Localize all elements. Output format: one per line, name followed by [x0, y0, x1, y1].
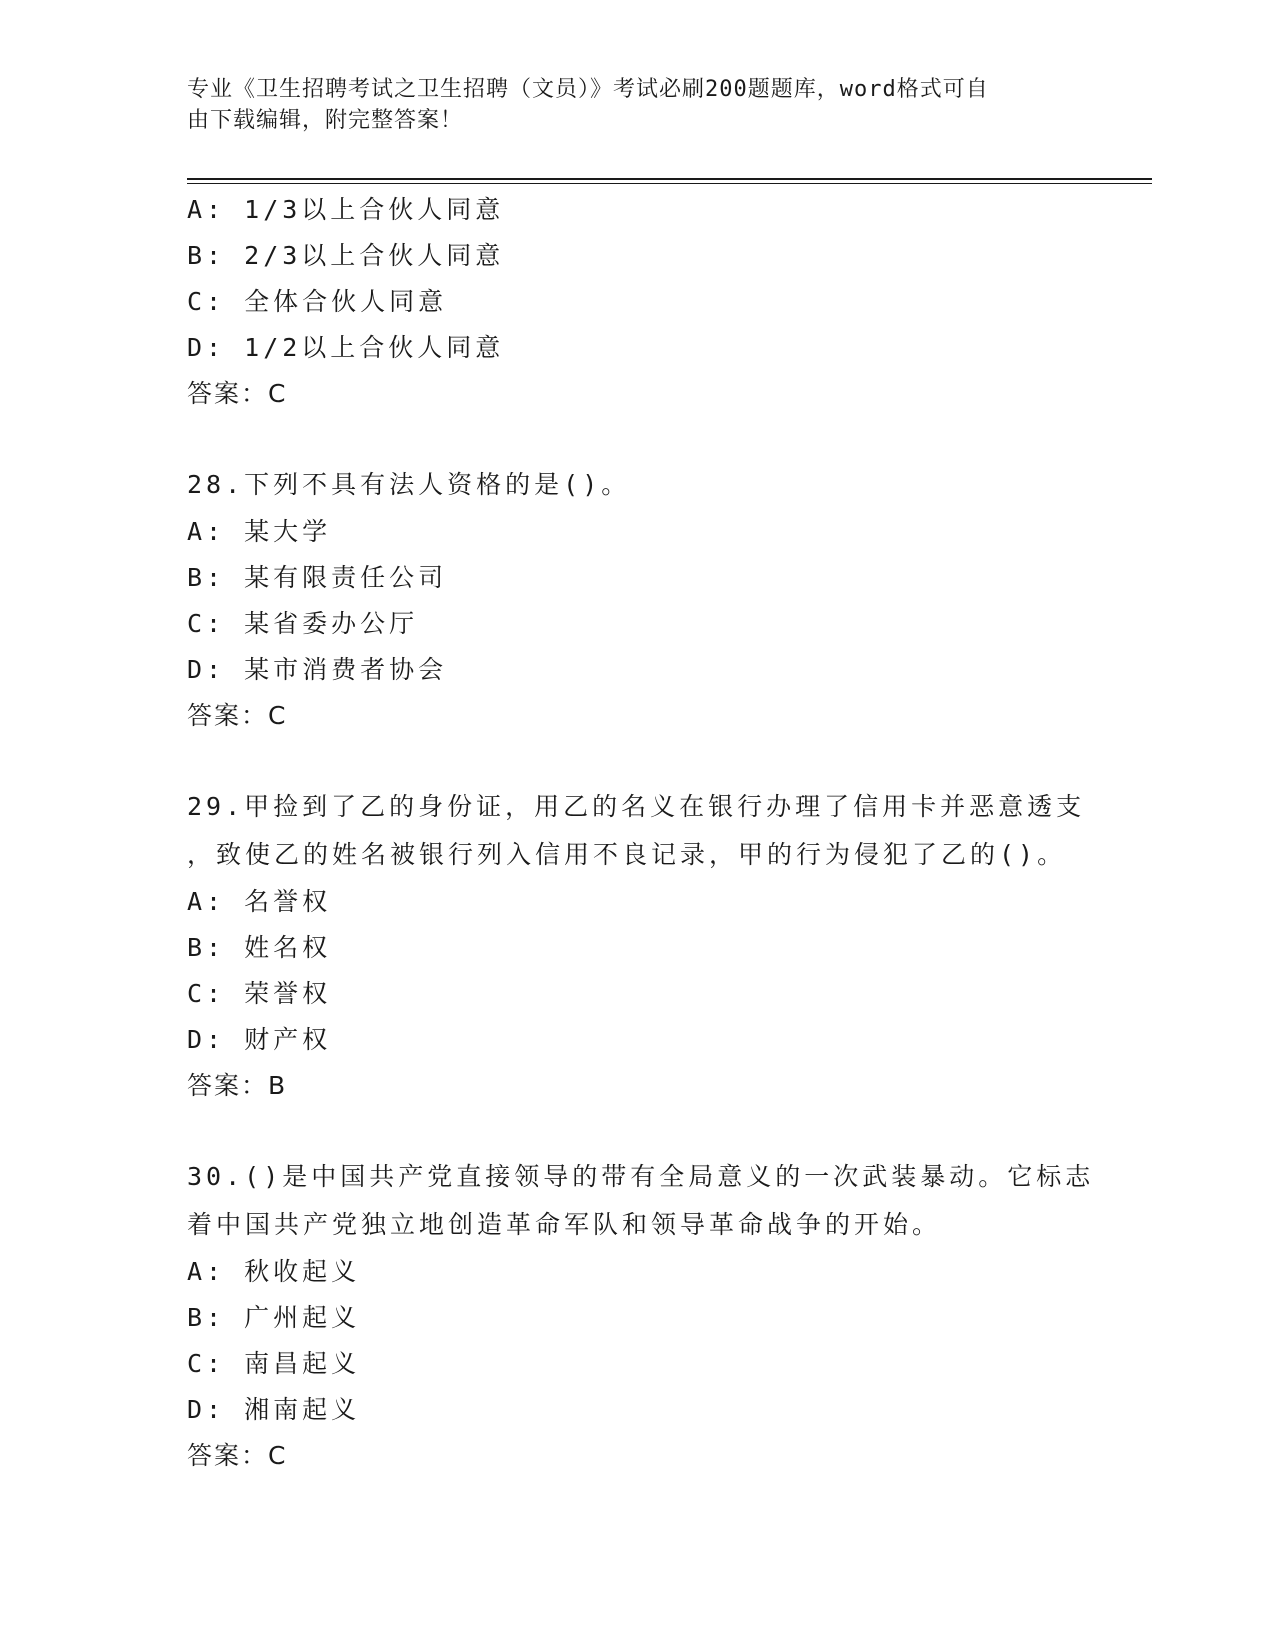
option-b: B: 广州起义	[187, 1303, 361, 1332]
option-d: D: 1/2以上合伙人同意	[187, 333, 505, 362]
option-a: A: 某大学	[187, 517, 332, 546]
option-d: D: 湘南起义	[187, 1395, 361, 1424]
option-a: A: 秋收起义	[187, 1257, 361, 1286]
question-29	[187, 783, 1107, 1109]
option-b: B: 姓名权	[187, 933, 332, 962]
answer: 答案：C	[187, 701, 288, 730]
option-c: C: 荣誉权	[187, 979, 332, 1008]
question-30	[187, 1153, 1107, 1479]
question-28	[187, 461, 1107, 739]
header-divider-thin	[187, 183, 1152, 184]
question-stem-line-1: 30.()是中国共产党直接领导的带有全局意义的一次武装暴动。它标志	[187, 1162, 1095, 1191]
answer: 答案：C	[187, 379, 288, 408]
header-line-1: 专业《卫生招聘考试之卫生招聘（文员）》考试必刷200题题库，word格式可自	[187, 77, 989, 102]
option-d: D: 财产权	[187, 1025, 332, 1054]
option-c: C: 南昌起义	[187, 1349, 361, 1378]
question-27	[187, 187, 1107, 417]
question-stem-line-1: 29.甲捡到了乙的身份证，用乙的名义在银行办理了信用卡并恶意透支	[187, 792, 1086, 821]
question-stem-line-2: 着中国共产党独立地创造革命军队和领导革命战争的开始。	[187, 1210, 942, 1239]
answer: 答案：C	[187, 1441, 288, 1470]
question-stem: 28.下列不具有法人资格的是()。	[187, 470, 631, 499]
header-divider-thick	[187, 178, 1152, 180]
option-a: A: 1/3以上合伙人同意	[187, 195, 505, 224]
answer: 答案：B	[187, 1071, 288, 1100]
option-b: B: 2/3以上合伙人同意	[187, 241, 505, 270]
question-list	[187, 187, 1107, 1479]
option-c: C: 某省委办公厅	[187, 609, 419, 638]
option-c: C: 全体合伙人同意	[187, 287, 448, 316]
option-a: A: 名誉权	[187, 887, 332, 916]
question-stem-line-2: ，致使乙的姓名被银行列入信用不良记录，甲的行为侵犯了乙的()。	[187, 840, 1067, 869]
option-d: D: 某市消费者协会	[187, 655, 448, 684]
header-line-2: 由下载编辑，附完整答案！	[187, 108, 464, 133]
option-b: B: 某有限责任公司	[187, 563, 448, 592]
document-header	[187, 74, 1067, 136]
